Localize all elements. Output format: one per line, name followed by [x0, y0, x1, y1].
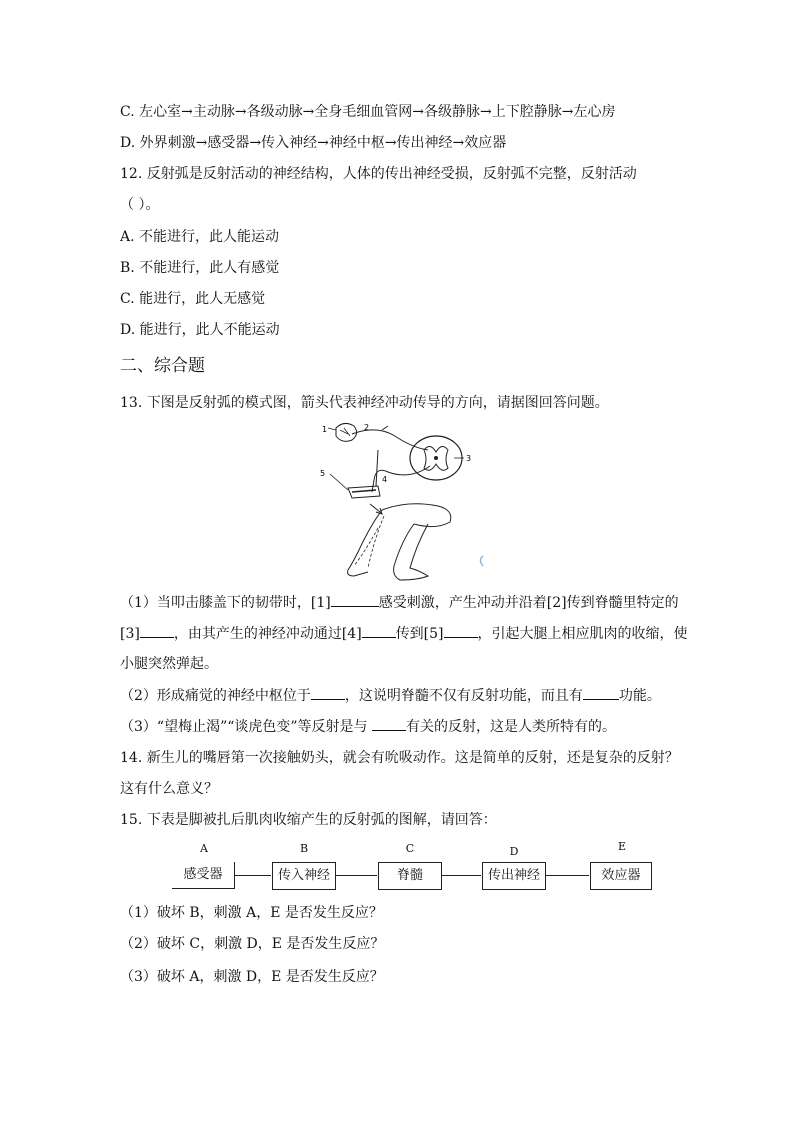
flow-connector: [545, 875, 589, 876]
blank-related[interactable]: [372, 716, 406, 731]
leg-outline: [348, 504, 451, 580]
q13-stem: 13. 下图是反射弧的模式图，箭头代表神经冲动传导的方向，请据图回答问题。: [120, 395, 609, 411]
q15-stem: 15. 下表是脚被扎后肌肉收缩产生的反射弧的图解，请回答：: [120, 812, 497, 828]
receptor-shape: [336, 423, 357, 441]
section-heading: 二、综合题: [120, 356, 205, 376]
q12-stem-line1: 12. 反射弧是反射活动的神经结构，人体的传出神经受损，反射弧不完整，反射活动: [120, 166, 637, 182]
effector-shape: [348, 486, 380, 498]
scan-artifact: [481, 556, 484, 566]
blank-5[interactable]: [444, 623, 478, 638]
flow-connector: [441, 875, 481, 876]
flow-box-receptor: 感受器: [172, 862, 235, 889]
blank-pain-center[interactable]: [311, 685, 345, 700]
flow-letter-b: B: [299, 842, 309, 855]
flow-connector: [235, 875, 271, 876]
q12-option-d: D. 能进行，此人不能运动: [120, 322, 280, 338]
q15-sub1: （1）破坏 B，刺激 A，E 是否发生反应？: [120, 905, 383, 921]
q11-option-d: D. 外界刺激→感受器→传入神经→神经中枢→传出神经→效应器: [120, 135, 507, 151]
blank-4[interactable]: [362, 623, 396, 638]
fig-label-4: 4: [382, 475, 388, 484]
flow-box-spinal-cord: 脊髓: [378, 862, 442, 890]
blank-function[interactable]: [583, 685, 619, 700]
q13-part1-line2: [3] ，由其产生的神经冲动通过[4] 传到[5] ，引起大腿上相应肌肉的收缩，使: [120, 623, 688, 644]
q15-sub2: （2）破坏 C，刺激 D，E 是否发生反应？: [120, 936, 385, 952]
blank-3[interactable]: [140, 623, 174, 638]
q14-line2: 这有什么意义？: [120, 781, 218, 797]
flow-box-effector: 效应器: [590, 862, 652, 890]
reflex-arc-diagram: [318, 420, 488, 588]
fig-label-2: 2: [364, 423, 370, 432]
blank-1[interactable]: [331, 592, 379, 607]
q12-option-c: C. 能进行，此人无感觉: [120, 291, 266, 307]
q14-line1: 14. 新生儿的嘴唇第一次接触奶头，就会有吮吸动作。这是简单的反射，还是复杂的反射？: [120, 750, 679, 766]
flow-letter-e: E: [617, 840, 627, 853]
flow-letter-c: C: [405, 842, 415, 855]
q13-part3: （3）“望梅止渴”“谈虎色变”等反射是与 有关的反射，这是人类所特有的。: [120, 716, 616, 737]
q11-option-c: C. 左心室→主动脉→各级动脉→全身毛细血管网→各级静脉→上下腔静脉→左心房: [120, 104, 616, 120]
flow-letter-d: D: [509, 845, 519, 858]
reflex-arc-flowchart: [172, 842, 652, 894]
flow-box-efferent-nerve: 传出神经: [482, 862, 546, 890]
q13-part2: （2）形成痛觉的神经中枢位于 ，这说明脊髓不仅有反射功能，而且有 功能。: [120, 685, 661, 706]
q12-stem-line2: （ ）。: [120, 197, 160, 213]
q12-option-b: B. 不能进行，此人有感觉: [120, 260, 280, 276]
q13-part1-line3: 小腿突然弹起。: [120, 656, 218, 672]
q15-sub3: （3）破坏 A，刺激 D，E 是否发生反应？: [120, 969, 384, 985]
fig-label-1: 1: [322, 425, 328, 434]
fig-label-3: 3: [466, 454, 472, 463]
flow-letter-a: A: [200, 842, 208, 855]
flow-box-afferent-nerve: 传入神经: [272, 862, 336, 890]
q12-option-a: A. 不能进行，此人能运动: [120, 229, 280, 245]
fig-label-5: 5: [320, 469, 326, 478]
q13-part1-line1: （1）当叩击膝盖下的韧带时，[1] 感受刺激，产生冲动并沿着[2]传到脊髓里特定的: [120, 592, 679, 613]
flow-connector: [335, 875, 377, 876]
